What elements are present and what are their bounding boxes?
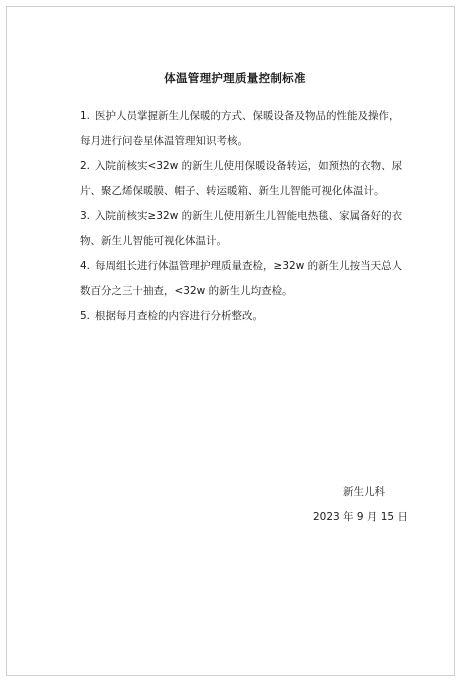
standard-item-2 xyxy=(80,154,403,204)
item-line xyxy=(80,104,400,129)
item-text: 片、聚乙烯保暖膜、帽子、转运暖箱、新生儿智能可视化体温计。 xyxy=(80,185,385,197)
item-number: 2. xyxy=(80,160,91,172)
item-line xyxy=(80,154,403,179)
item-line xyxy=(80,204,403,229)
document-title: 体温管理护理质量控制标准 xyxy=(164,71,306,85)
item-line xyxy=(80,254,403,279)
item-text: 数百分之三十抽查，<32w 的新生儿均查检。 xyxy=(80,285,293,297)
item-number: 4. xyxy=(80,260,91,272)
item-text: 每月进行问卷星体温管理知识考核。 xyxy=(80,135,248,147)
item-line xyxy=(80,179,395,204)
item-text: 入院前核实≥32w 的新生儿使用新生儿智能电热毯、家属备好的衣 xyxy=(95,210,403,222)
item-line xyxy=(80,129,395,154)
item-number: 5. xyxy=(80,310,91,322)
item-text: 每周组长进行体温管理护理质量查检，≥32w 的新生儿按当天总人 xyxy=(95,260,403,272)
item-text: 物、新生儿智能可视化体温计。 xyxy=(80,235,227,247)
standard-item-1 xyxy=(80,104,400,154)
item-text: 入院前核实<32w 的新生儿使用保暖设备转运，如预热的衣物、尿 xyxy=(95,160,403,172)
standard-item-list xyxy=(80,104,403,329)
item-text: 医护人员掌握新生儿保暖的方式、保暖设备及物品的性能及操作， xyxy=(95,110,400,122)
signature-department: 新生儿科 xyxy=(343,486,385,498)
standard-item-5 xyxy=(80,304,395,329)
standard-item-4 xyxy=(80,254,403,304)
item-number: 1. xyxy=(80,110,91,122)
item-line xyxy=(80,304,395,329)
item-number: 3. xyxy=(80,210,91,222)
item-line xyxy=(80,279,395,304)
item-line xyxy=(80,229,395,254)
item-text: 根据每月查检的内容进行分析整改。 xyxy=(95,310,264,322)
signature-date: 2023 年 9 月 15 日 xyxy=(313,511,408,523)
standard-item-3 xyxy=(80,204,403,254)
